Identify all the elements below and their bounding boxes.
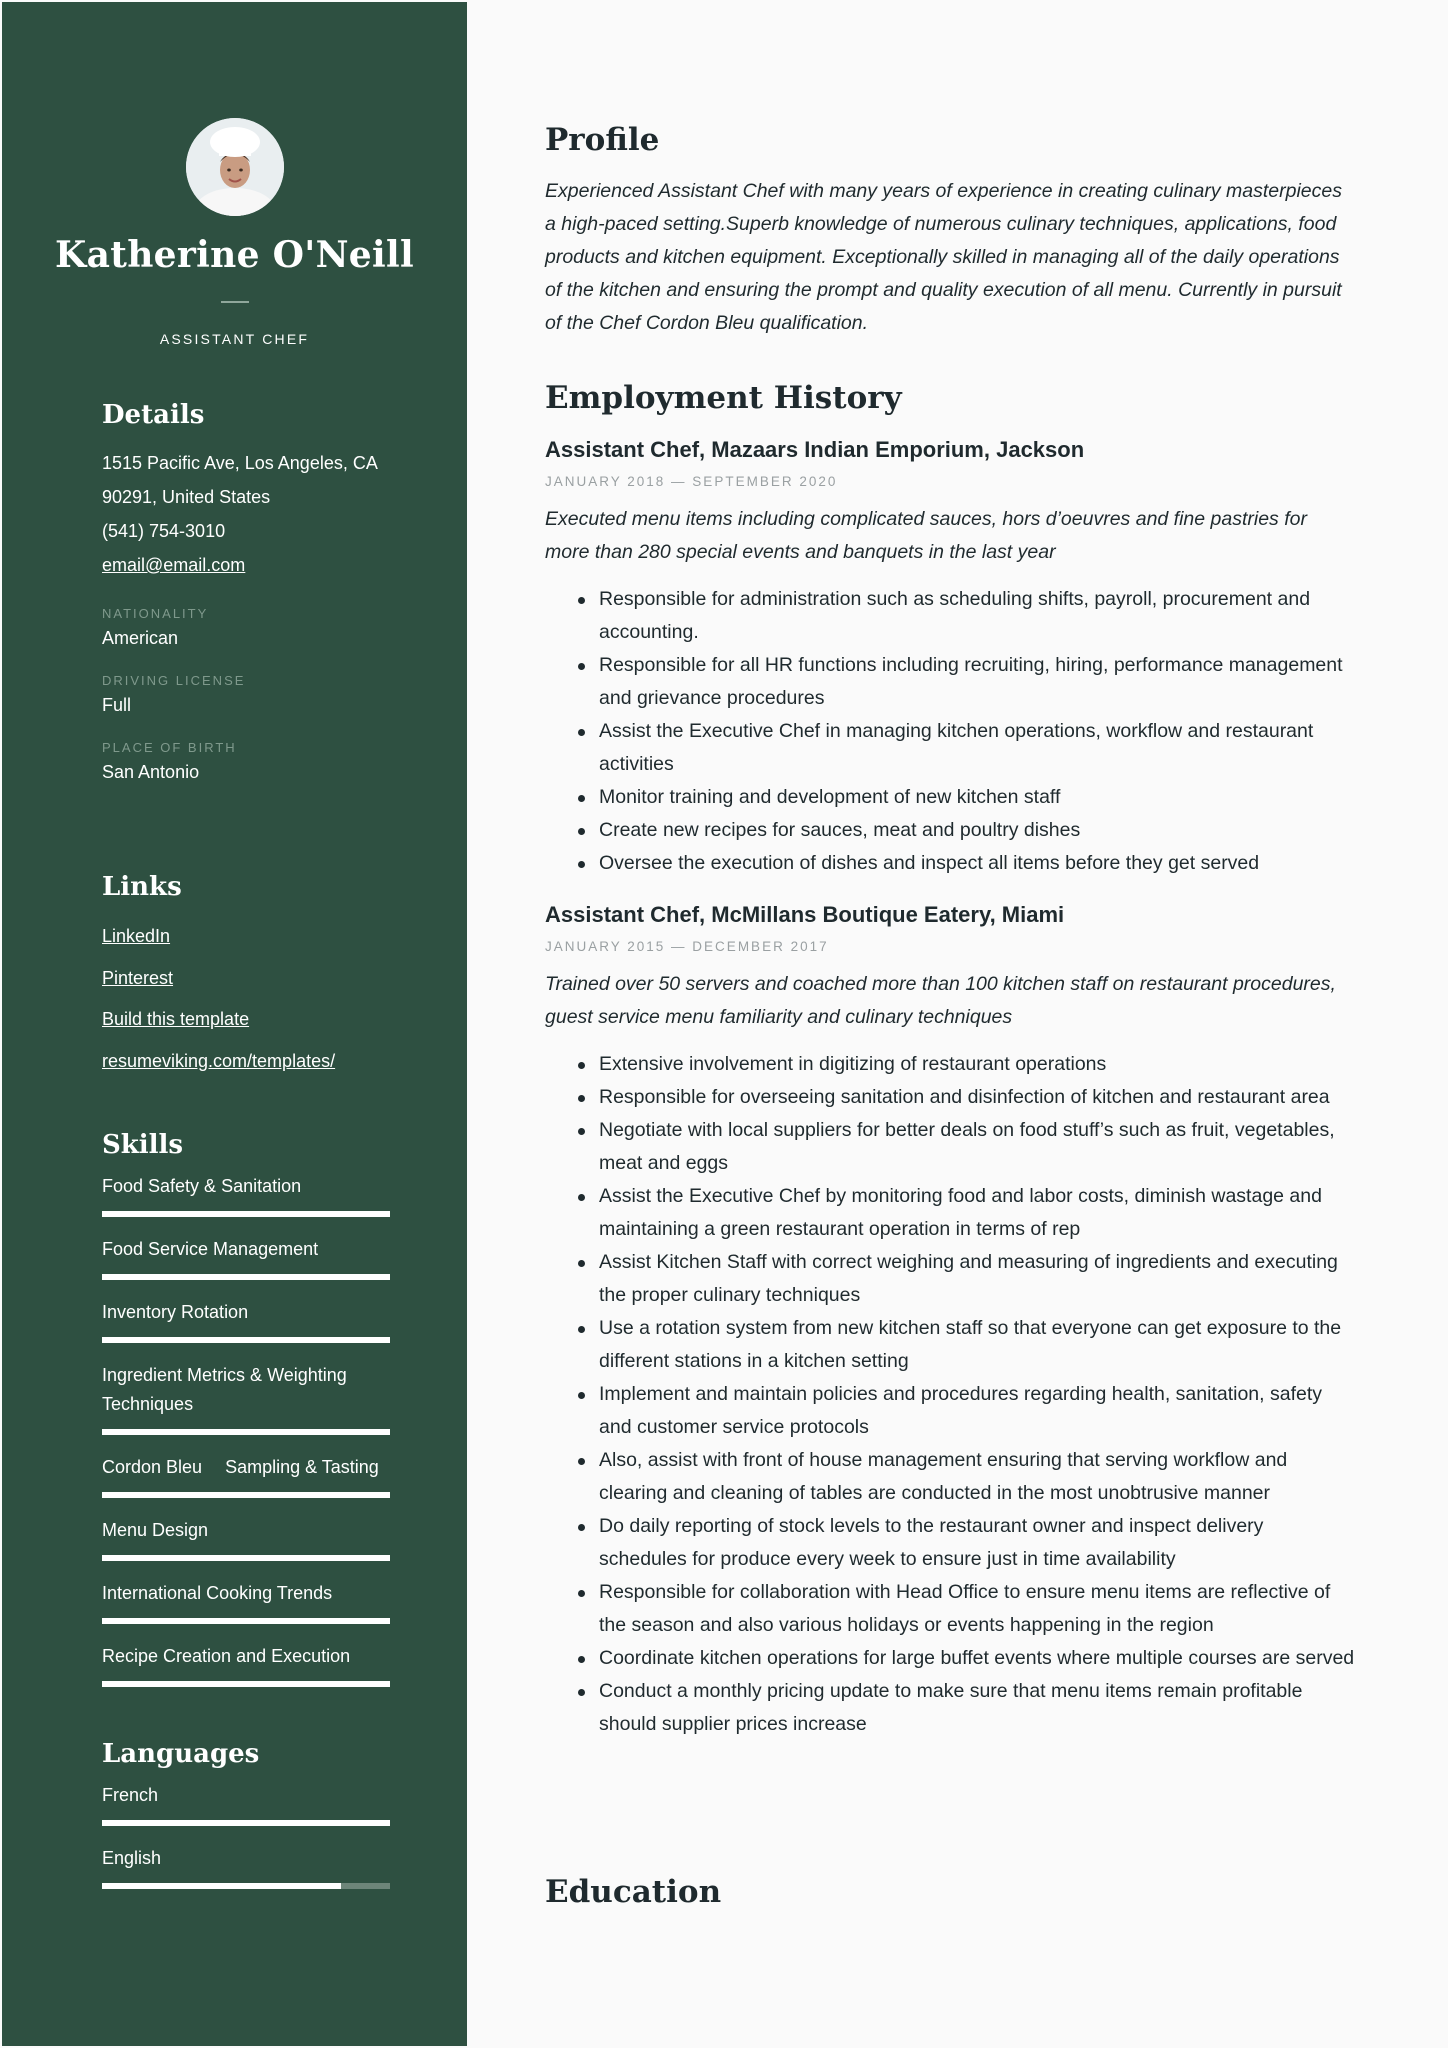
job-2-dates: JANUARY 2015 — DECEMBER 2017	[545, 939, 829, 954]
list-item: Responsible for collaboration with Head Office to ensure menu items are reflective of the season and also various holidays or events happening in the region	[599, 1576, 1355, 1642]
list-item: Use a rotation system from new kitchen staff so that everyone can get exposure to the different stations in a kitchen setting	[599, 1312, 1355, 1378]
list-item: Negotiate with local suppliers for better deals on food stuff’s such as fruit, vegetables, meat and eggs	[599, 1114, 1355, 1180]
language-bar-fill	[102, 1883, 341, 1889]
details-heading: Details	[102, 400, 205, 430]
skill-item	[102, 1579, 392, 1624]
job-1-dates: JANUARY 2018 — SEPTEMBER 2020	[545, 474, 838, 489]
driving-license-value: Full	[102, 695, 132, 715]
skill-bar-fill	[102, 1429, 390, 1435]
list-item: Monitor training and development of new kitchen staff	[599, 781, 1355, 814]
address-line-2: 90291, United States	[102, 487, 271, 507]
job-2-description: Trained over 50 servers and coached more than 100 kitchen staff on restaurant procedures, guest service menu familiarity and culinary techniques	[545, 973, 1336, 1028]
email-link[interactable]: email@email.com	[102, 555, 246, 575]
language-bar	[102, 1883, 390, 1889]
skill-name: Menu Design	[102, 1520, 209, 1540]
skill-bar-fill	[102, 1681, 390, 1687]
list-item: Extensive involvement in digitizing of restaurant operations	[599, 1048, 1355, 1081]
skill-item	[102, 1298, 392, 1343]
language-bar-fill	[102, 1820, 390, 1826]
link-linkedin[interactable]: LinkedIn	[102, 926, 171, 946]
skill-item	[102, 1235, 392, 1280]
language-item	[102, 1844, 392, 1889]
chef-avatar-icon	[186, 118, 284, 216]
skill-name: Recipe Creation and Execution	[102, 1646, 351, 1666]
list-item: Also, assist with front of house management ensuring that serving workflow and clearing and cleaning of tables are conducted in the most unobtrusive manner	[599, 1444, 1355, 1510]
skill-bar	[102, 1492, 390, 1498]
skill-bar	[102, 1274, 390, 1280]
skill-name: Inventory Rotation	[102, 1302, 249, 1322]
list-item: Conduct a monthly pricing update to make sure that menu items remain profitable should supplier prices increase	[599, 1675, 1355, 1741]
language-bar	[102, 1820, 390, 1826]
language-name: French	[102, 1785, 159, 1805]
link-pinterest[interactable]: Pinterest	[102, 967, 174, 988]
job-1-title: Assistant Chef, Mazaars Indian Emporium, Jackson	[545, 437, 1085, 462]
education-heading: Education	[545, 1874, 722, 1910]
candidate-name: Katherine O'Neill	[55, 234, 414, 276]
list-item: Responsible for all HR functions including recruiting, hiring, performance management and grievance procedures	[599, 649, 1355, 715]
list-item: Do daily reporting of stock levels to the restaurant owner and inspect delivery schedules for produce every week to ensure just in time availability	[599, 1510, 1355, 1576]
job-2-title: Assistant Chef, McMillans Boutique Eatery, Miami	[545, 902, 1065, 927]
list-item: Assist Kitchen Staff with correct weighing and measuring of ingredients and executing the proper culinary techniques	[599, 1246, 1355, 1312]
list-item: Create new recipes for sauces, meat and poultry dishes	[599, 814, 1355, 847]
job-1-bullets	[545, 583, 1355, 880]
skill-bar-fill	[102, 1211, 390, 1217]
address-line-1: 1515 Pacific Ave, Los Angeles, CA	[102, 453, 378, 473]
skill-bar	[102, 1618, 390, 1624]
nationality-label: NATIONALITY	[102, 606, 209, 621]
languages-section	[102, 1739, 392, 1907]
nationality-value: American	[102, 628, 179, 648]
links-heading: Links	[102, 872, 182, 902]
skill-bar-fill	[102, 1492, 390, 1498]
skill-item	[102, 1361, 392, 1435]
details-section	[102, 400, 392, 789]
skill-bar-fill	[102, 1337, 390, 1343]
sidebar	[2, 2, 467, 2046]
skill-name: International Cooking Trends	[102, 1583, 333, 1603]
skill-item	[102, 1516, 392, 1561]
list-item: Assist the Executive Chef by monitoring food and labor costs, diminish wastage and maintaining a green restaurant operation in terms of rep	[599, 1180, 1355, 1246]
skill-bar	[102, 1681, 390, 1687]
skill-name: Food Safety & Sanitation	[102, 1176, 302, 1196]
skill-bar	[102, 1211, 390, 1217]
list-item: Assist the Executive Chef in managing kitchen operations, workflow and restaurant activities	[599, 715, 1355, 781]
list-item: Responsible for administration such as scheduling shifts, payroll, procurement and accounting.	[599, 583, 1355, 649]
link-build-template[interactable]: Build this template	[102, 1009, 250, 1029]
driving-license-label: DRIVING LICENSE	[102, 673, 246, 688]
job-2-bullets	[545, 1048, 1355, 1741]
name-divider	[221, 301, 249, 303]
skill-name: Cordon Bleu Sampling & Tasting	[102, 1457, 379, 1477]
skill-bar-fill	[102, 1274, 390, 1280]
skill-item	[102, 1642, 392, 1687]
list-item: Oversee the execution of dishes and inspect all items before they get served	[599, 847, 1355, 880]
skill-item	[102, 1172, 392, 1217]
job-1-description: Executed menu items including complicated sauces, hors d’oeuvres and fine pastries for more than 280 special events and banquets in the last year	[545, 508, 1307, 563]
skill-bar	[102, 1429, 390, 1435]
skills-section	[102, 1130, 392, 1705]
place-of-birth-value: San Antonio	[102, 762, 200, 782]
employment-heading: Employment History	[545, 380, 902, 416]
job-title: ASSISTANT CHEF	[159, 331, 310, 347]
skill-item	[102, 1453, 392, 1498]
list-item: Coordinate kitchen operations for large buffet events where multiple courses are served	[599, 1642, 1355, 1675]
skill-name: Food Service Management	[102, 1239, 319, 1259]
list-item: Implement and maintain policies and procedures regarding health, sanitation, safety and customer service protocols	[599, 1378, 1355, 1444]
skill-bar	[102, 1555, 390, 1561]
skill-name: Ingredient Metrics & Weighting Techniques	[102, 1365, 347, 1414]
skill-bar-fill	[102, 1555, 390, 1561]
languages-heading: Languages	[102, 1739, 260, 1769]
phone-number: (541) 754-3010	[102, 521, 226, 541]
profile-heading: Profile	[545, 122, 660, 158]
language-item	[102, 1781, 392, 1826]
profile-text: Experienced Assistant Chef with many years of experience in creating culinary masterpieces a high-paced setting.Superb knowledge of numerous culinary techniques, applications, food products and kitchen equipment. Exceptionally skilled in managing all of the daily operations of the kitchen and ensuring the prompt and quality execution of all menu. Currently in pursuit of the Chef Cordon Bleu qualification.	[545, 180, 1342, 334]
language-name: English	[102, 1848, 162, 1868]
skill-bar-fill	[102, 1618, 390, 1624]
links-section	[102, 872, 392, 1082]
link-resumeviking[interactable]: resumeviking.com/templates/	[102, 1050, 336, 1071]
place-of-birth-label: PLACE OF BIRTH	[102, 740, 237, 755]
skills-heading: Skills	[102, 1130, 184, 1160]
list-item: Responsible for overseeing sanitation and disinfection of kitchen and restaurant area	[599, 1081, 1355, 1114]
skill-bar	[102, 1337, 390, 1343]
